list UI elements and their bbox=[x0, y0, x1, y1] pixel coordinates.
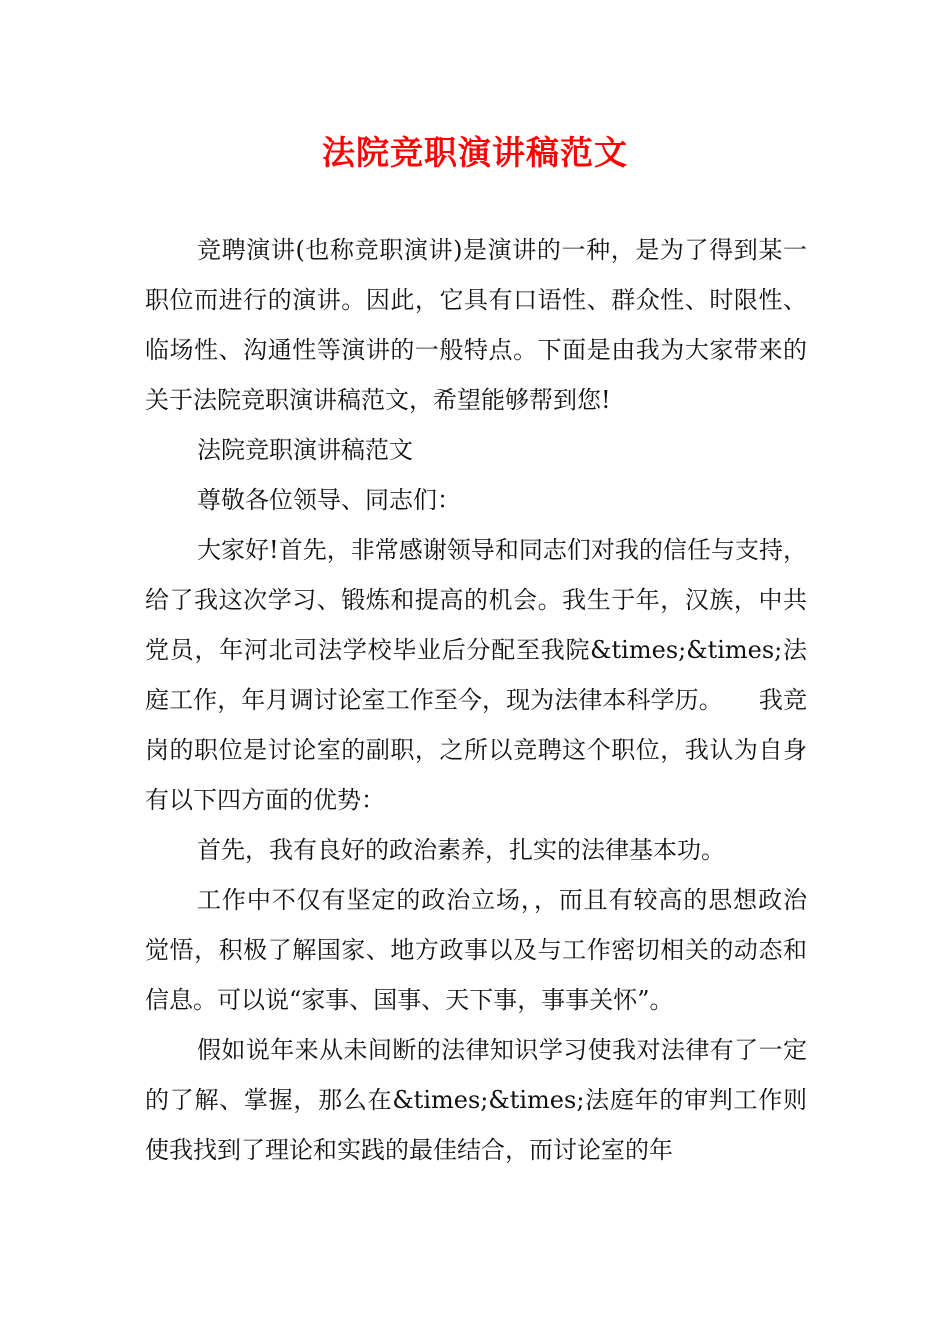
paragraph-salutation: 尊敬各位领导、同志们： bbox=[197, 486, 461, 514]
paragraph-experience: 假如说年来从未间断的法律知识学习使我对法律有了一定的了解、掌握，那么在&times;&times;法庭年的审判工作则使我找到了理论和实践的最佳结合，而讨论室的年 bbox=[145, 1036, 807, 1164]
document-body bbox=[145, 225, 807, 1175]
paragraph-subtitle: 法院竞职演讲稿范文 bbox=[197, 436, 413, 464]
paragraph-first-point: 首先，我有良好的政治素养，扎实的法律基本功。 bbox=[197, 836, 725, 864]
paragraph-politics: 工作中不仅有坚定的政治立场，，而且有较高的思想政治觉悟，积极了解国家、地方政事以及与工作密切相关的动态和信息。可以说“家事、国事、天下事，事事关怀”。 bbox=[145, 886, 807, 1014]
paragraph-greeting: 大家好!首先，非常感谢领导和同志们对我的信任与支持，给了我这次学习、锻炼和提高的机会。我生于年，汉族，中共党员，年河北司法学校毕业后分配至我院&times;&times;法庭工作，年月调讨论室工作至今，现为法律本科学历。 我竞岗的职位是讨论室的副职，之所以竞聘这个职位，我认为自身有以下四方面的优势： bbox=[145, 536, 807, 814]
paragraph-intro: 竞聘演讲(也称竞职演讲)是演讲的一种，是为了得到某一职位而进行的演讲。因此，它具有口语性、群众性、时限性、临场性、沟通性等演讲的一般特点。下面是由我为大家带来的关于法院竞职演讲稿范文，希望能够帮到您! bbox=[145, 236, 807, 414]
document-title: 法院竞职演讲稿范文 bbox=[322, 133, 628, 172]
